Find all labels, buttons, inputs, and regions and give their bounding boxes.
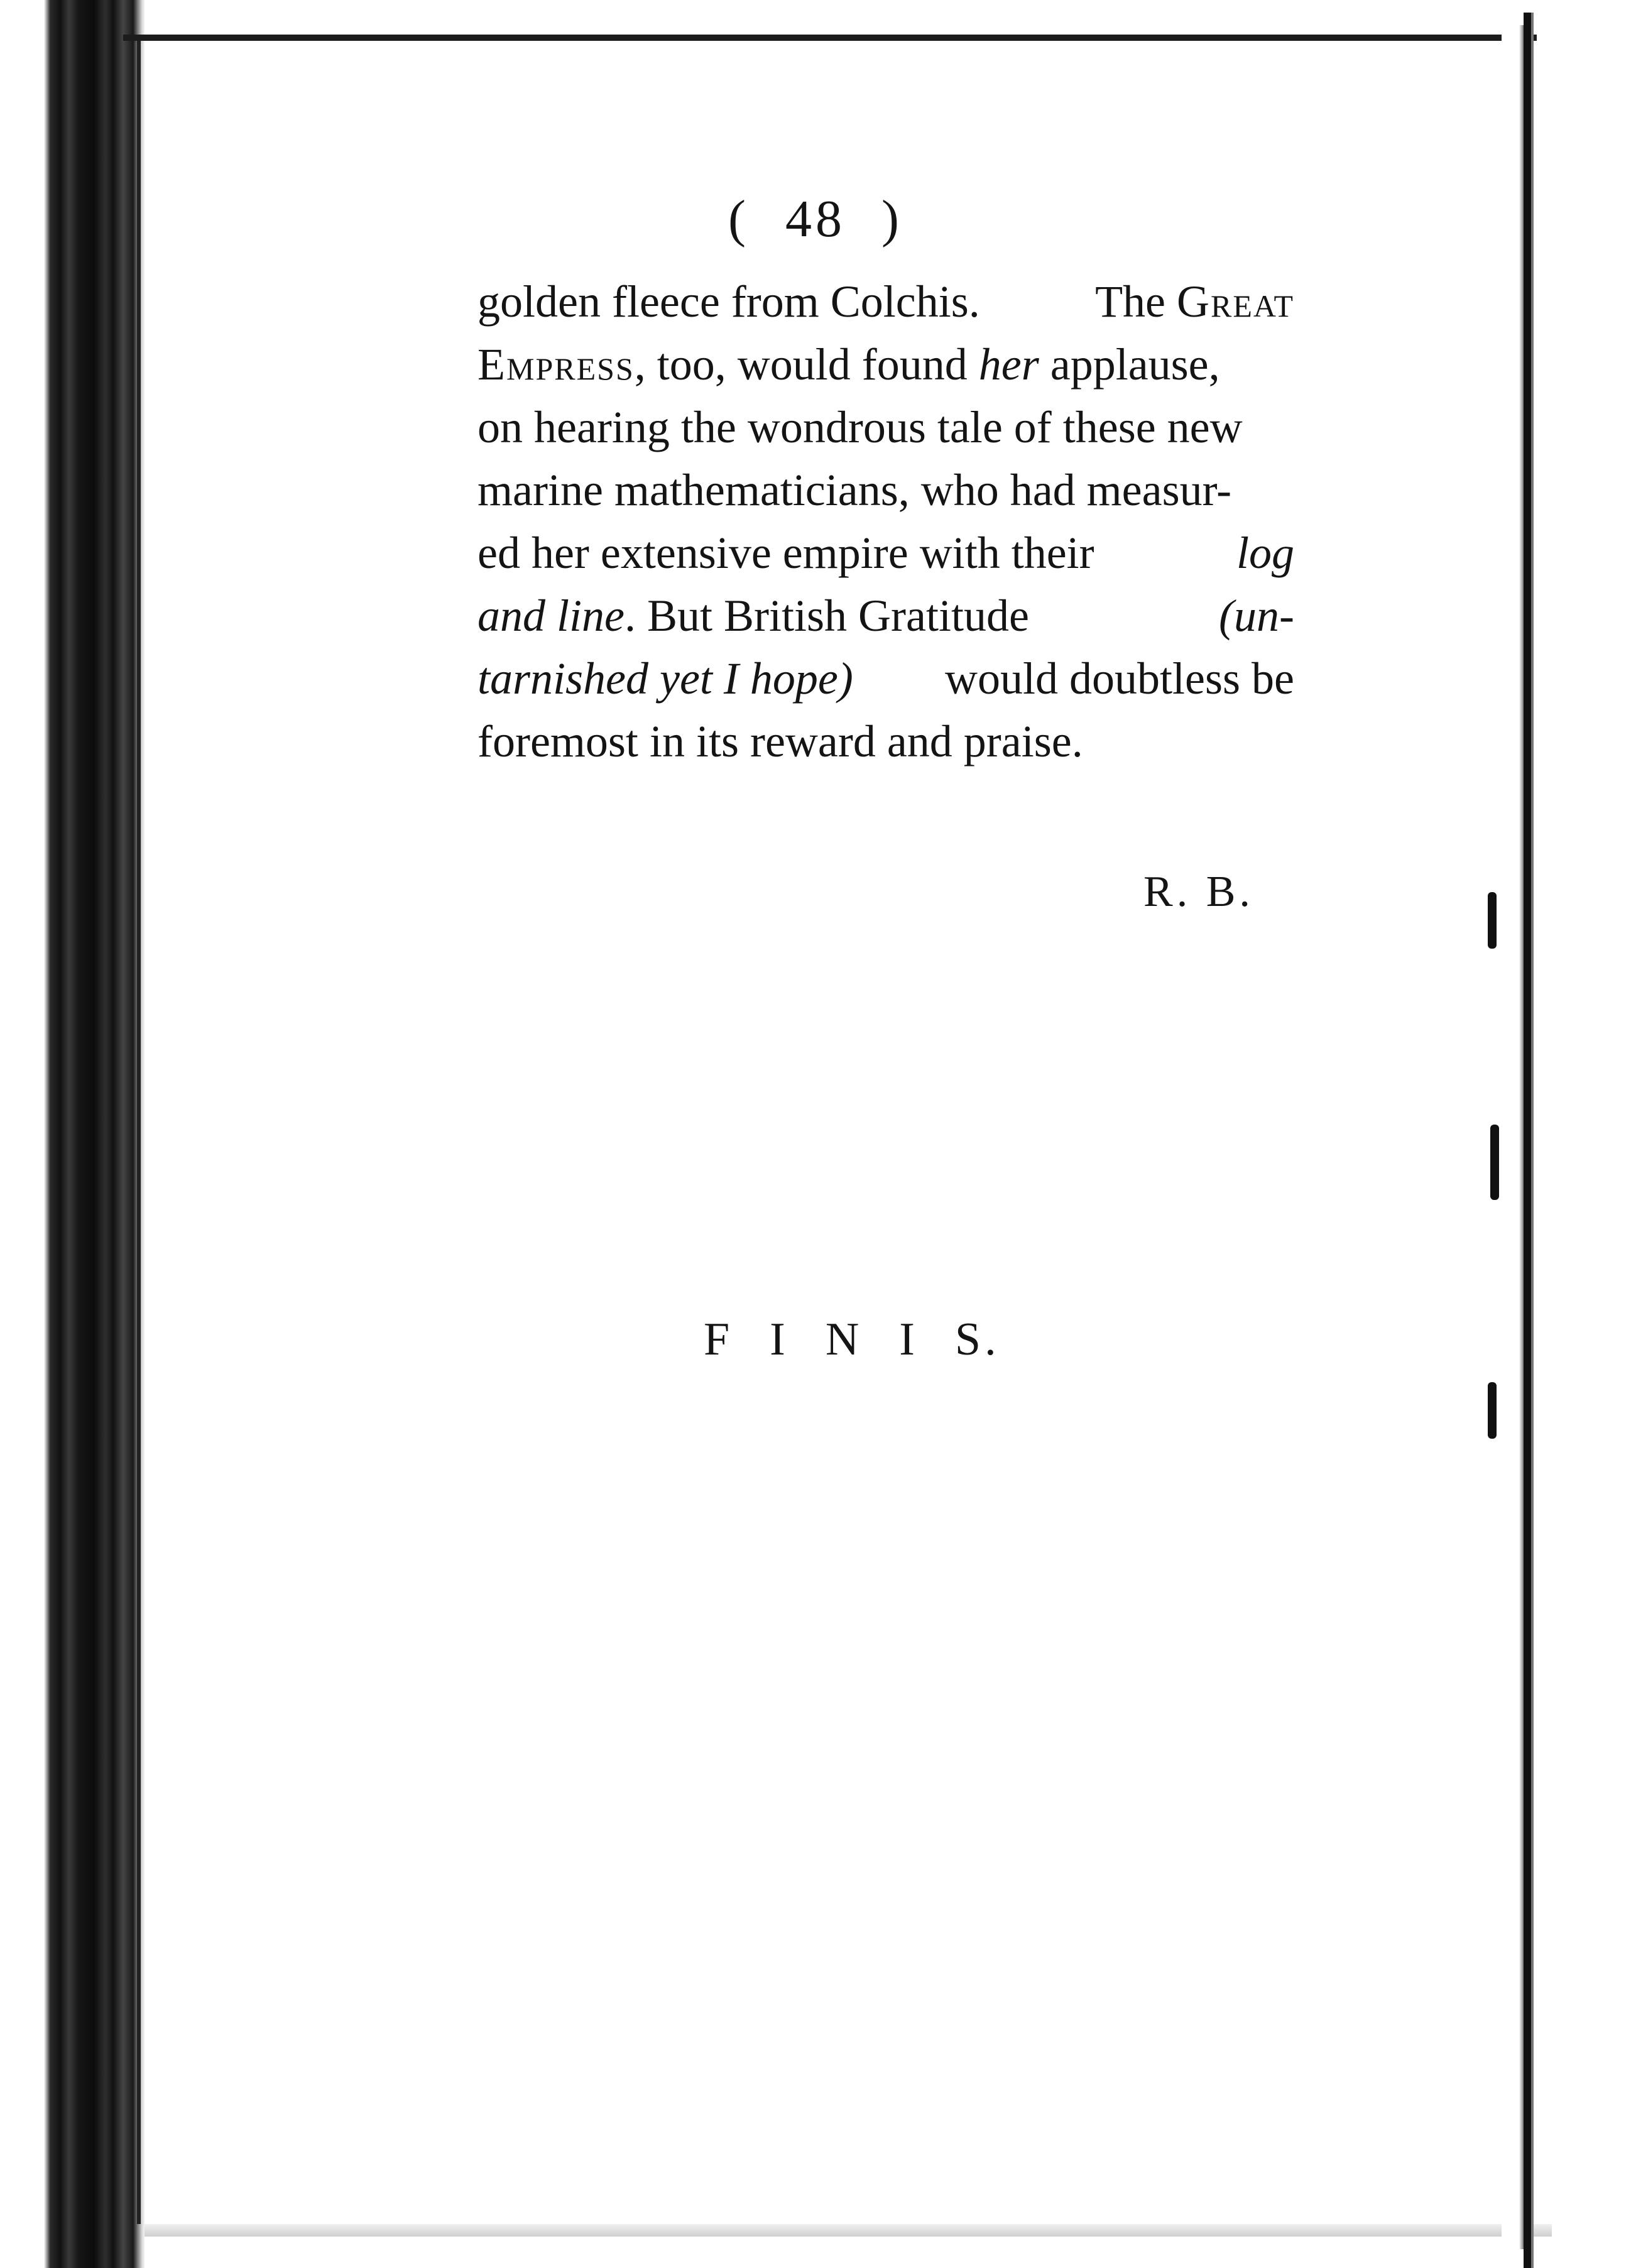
finis-letter: I (899, 1314, 919, 1365)
finis-letter: F (704, 1314, 734, 1365)
text-span: marine mathematicians, who had measur- (477, 465, 1232, 515)
page-bottom-edge (145, 2224, 1552, 2237)
text-span: , too, would found (634, 339, 979, 390)
next-page-edge-shade (1531, 13, 1534, 2268)
text-line (477, 521, 1294, 584)
text-line (477, 396, 1294, 459)
page-number-header (0, 188, 1631, 249)
text-line (477, 459, 1294, 521)
text-line (477, 710, 1294, 773)
text-line (477, 647, 1294, 710)
text-span: golden fleece from Colchis. (477, 276, 980, 327)
text-span-smallcaps: Empress (477, 339, 635, 390)
text-span: would doubtless be (945, 653, 1294, 704)
next-page-edge (1524, 13, 1531, 2268)
finis-letter: S. (954, 1314, 1000, 1365)
close-paren: ) (881, 190, 903, 248)
open-paren: ( (728, 190, 750, 248)
edge-mark (1490, 1125, 1499, 1200)
text-span: The (1095, 276, 1177, 327)
text-span-italic: her (978, 339, 1039, 390)
text-span: applause, (1039, 339, 1220, 390)
text-span: . But British Gratitude (624, 591, 1029, 641)
body-text (477, 270, 1294, 773)
text-line (477, 333, 1294, 396)
finis-letter: I (770, 1314, 789, 1365)
page-number: 48 (785, 190, 846, 248)
text-line (477, 270, 1294, 333)
text-span: ed her extensive empire with their (477, 528, 1094, 578)
text-span-italic: tarnished yet I hope) (477, 653, 853, 704)
edge-mark (1488, 892, 1497, 949)
text-span-italic: (un- (1219, 591, 1294, 641)
text-line (477, 584, 1294, 647)
binding-edge (137, 38, 141, 2224)
finis-heading (704, 1313, 1037, 1366)
finis-letter: N (825, 1314, 863, 1365)
text-span: foremost in its reward and praise. (477, 716, 1083, 766)
text-span-italic: log (1236, 528, 1294, 578)
edge-mark (1488, 1382, 1497, 1439)
text-span-italic: and line (477, 591, 625, 641)
text-span: on hearing the wondrous tale of these new (477, 402, 1243, 452)
page-top-edge (123, 35, 1537, 41)
signature-initials: R. B. (1143, 868, 1254, 916)
text-span-smallcaps: Great (1177, 276, 1294, 327)
book-binding (0, 0, 145, 2268)
